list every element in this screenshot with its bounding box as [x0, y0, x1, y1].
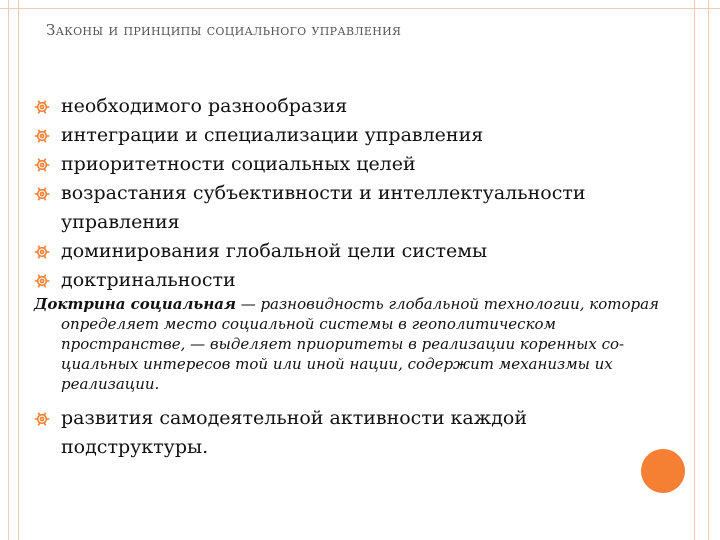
gear-icon: [34, 411, 50, 427]
bullet-text: доктринальности: [61, 269, 236, 291]
bullet-item: [34, 237, 644, 266]
gear-icon: [34, 128, 50, 144]
gear-icon: [34, 244, 50, 260]
bullet-item: [34, 179, 644, 237]
gear-icon: [34, 157, 50, 173]
bullet-list-after: [34, 404, 644, 462]
slide-title: Законы и принципы социального управления: [46, 21, 402, 39]
bullet-text: необходимого разнообразия: [61, 95, 348, 117]
frame-line-right-outer: [708, 0, 709, 540]
decorative-circle: [641, 449, 685, 493]
definition-paragraph: [34, 294, 671, 394]
bullet-text: приоритетности социальных целей: [61, 153, 416, 175]
gear-icon: [34, 99, 50, 115]
frame-line-left-inner: [18, 0, 19, 540]
bullet-item: [34, 121, 644, 150]
bullet-item: [34, 266, 644, 295]
bullet-item: [34, 150, 644, 179]
bullet-text: интеграции и специализации управления: [61, 124, 484, 146]
bullet-text: возрастания субъективности и интеллектуальности управления: [61, 182, 586, 233]
frame-line-left-outer: [8, 0, 9, 540]
frame-line-top: [0, 8, 720, 9]
bullet-text: доминирования глобальной цели системы: [61, 240, 488, 262]
bullet-text: развития самодеятельной активности каждой подструктуры.: [61, 407, 528, 458]
bullet-item: [34, 92, 644, 121]
frame-line-right-inner: [694, 0, 695, 540]
gear-icon: [34, 273, 50, 289]
gear-icon: [34, 186, 50, 202]
definition-term: Доктрина социальная: [34, 295, 236, 313]
bullet-list: [34, 92, 644, 295]
definition-text: — разновидность глобальной технологии, которая определяет место социальной системы в геополитическом пространстве, — выделяет приоритеты в реализации коренных со-циальных интересов той или иной нации, содержит механизмы их реализации.: [61, 295, 659, 393]
bullet-item: [34, 404, 644, 462]
